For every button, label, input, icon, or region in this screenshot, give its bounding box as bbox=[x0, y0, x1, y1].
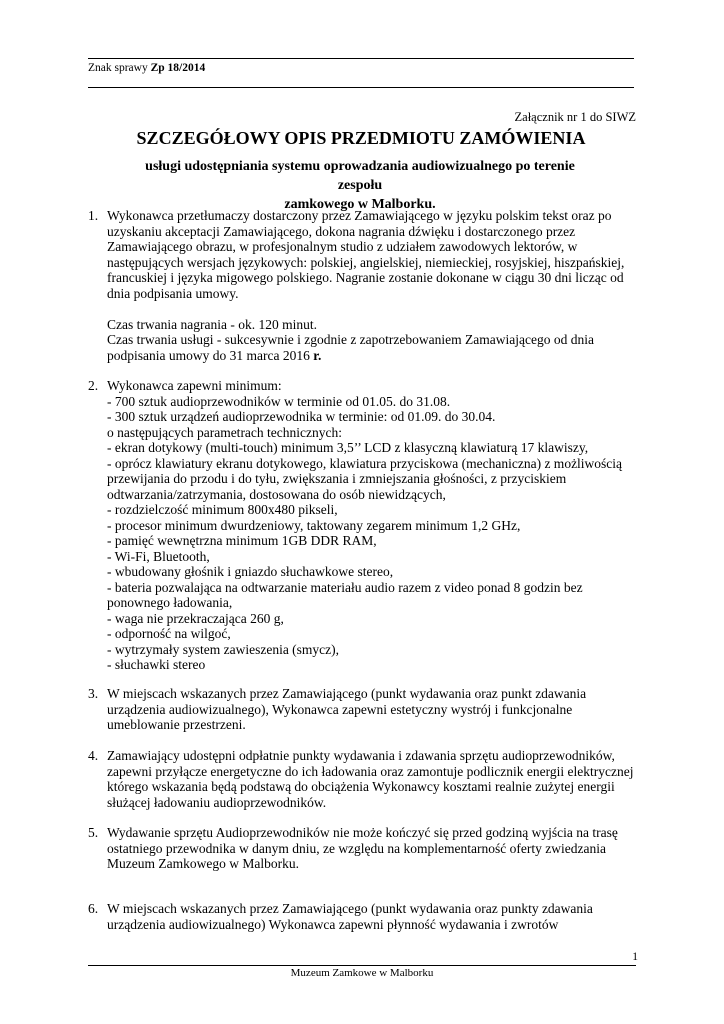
item-line: - waga nie przekraczająca 260 g, bbox=[107, 610, 284, 626]
item-line: urządzenia audiowizualnego), Wykonawca zapewni estetyczny wystrój i funkcjonalne bbox=[107, 701, 573, 717]
item-line: ostatniego przewodnika w danym dniu, ze względu na komplementarność oferty zwiedzania bbox=[107, 840, 606, 856]
case-label: Znak sprawy bbox=[88, 62, 148, 74]
item-line: służącej ładowaniu audioprzewodników. bbox=[107, 794, 327, 810]
item-number: 3. bbox=[88, 686, 99, 701]
page-number: 1 bbox=[632, 951, 638, 963]
item-line: zapewni przyłącze energetyczne do ich ładowania oraz zamontuje podlicznik energii elektrycznej bbox=[107, 763, 634, 779]
list-item bbox=[107, 748, 637, 810]
item-line: Czas trwania nagrania - ok. 120 minut. bbox=[107, 316, 317, 332]
list-item bbox=[107, 686, 637, 733]
item-line: - odporność na wilgoć, bbox=[107, 626, 231, 641]
item-line: ponownego ładowania, bbox=[107, 595, 233, 610]
header-top-rule bbox=[88, 58, 634, 59]
document-subtitle bbox=[130, 157, 590, 214]
item-line: - rozdzielczość minimum 800x480 pikseli, bbox=[107, 502, 338, 517]
item-number: 2. bbox=[88, 378, 99, 393]
item-line: W miejscach wskazanych przez Zamawiającego (punkt wydawania oraz punkt zdawania bbox=[107, 686, 587, 701]
list-item bbox=[107, 901, 637, 932]
item-line: - 700 sztuk audioprzewodników w terminie od 01.05. do 31.08. bbox=[107, 393, 451, 409]
item-line: - wbudowany głośnik i gniazdo słuchawkowe stereo, bbox=[107, 564, 394, 579]
item-line: Czas trwania usługi - sukcesywnie i zgodnie z zapotrzebowaniem Zamawiającego od dnia bbox=[107, 332, 594, 347]
attachment-note: Załącznik nr 1 do SIWZ bbox=[514, 110, 636, 124]
item-line: przewijania do przodu i do tyłu, zwiększania i zmniejszania głośności, z przyciskiem bbox=[107, 471, 567, 486]
item-line-text: podpisania umowy do 31 marca 2016 bbox=[107, 347, 314, 363]
item-line: - oprócz klawiatury ekranu dotykowego, klawiatura przyciskowa (mechaniczna) z możliwością bbox=[107, 455, 623, 471]
item-line: - wytrzymały system zawieszenia (smycz), bbox=[107, 641, 340, 657]
item-line: którego wskazania będą podstawą do obciążenia Wykonawcy kosztami realnie zużytej energii bbox=[107, 779, 615, 794]
item-line: - pamięć wewnętrzna minimum 1GB DDR RAM, bbox=[107, 533, 377, 548]
case-number: Zp 18/2014 bbox=[150, 62, 206, 74]
item-line: Muzeum Zamkowego w Malborku. bbox=[107, 856, 299, 871]
item-line: urządzenia audiowizualnego) Wykonawca zapewni płynność wydawania i zwrotów bbox=[107, 916, 559, 932]
item-line: Wykonawca zapewni minimum: bbox=[107, 378, 282, 393]
item-line: Wydawanie sprzętu Audioprzewodników nie może kończyć się przed godziną wyjścia na trasę bbox=[107, 825, 618, 840]
item-line: Zamawiającego obrazu, w profesjonalnym studio z udziałem zawodowych lektorów, w bbox=[107, 239, 578, 254]
item-line: odtwarzania/zatrzymania, dostosowana do osób niewidzących, bbox=[107, 486, 446, 502]
footer-text: Muzeum Zamkowe w Malborku bbox=[290, 967, 434, 979]
item-line: umeblowanie przestrzeni. bbox=[107, 717, 246, 732]
item-line: następujących wersjach językowych: polskiej, angielskiej, niemieckiej, rosyjskiej, hiszpańskiej, bbox=[107, 254, 625, 270]
item-line: - słuchawki stereo bbox=[107, 657, 206, 672]
header-bottom-rule bbox=[88, 87, 634, 88]
item-line: dnia podpisania umowy. bbox=[107, 285, 239, 301]
list-item bbox=[107, 825, 637, 872]
item-line: W miejscach wskazanych przez Zamawiającego (punkt wydawania oraz punkty zdawania bbox=[107, 901, 593, 916]
item-line: - ekran dotykowy (multi-touch) minimum 3,5’’ LCD z klasyczną klawiaturą 17 klawiszy, bbox=[107, 440, 589, 455]
item-line: Wykonawca przetłumaczy dostarczony przez Zamawiającego w języku polskim tekst oraz po bbox=[107, 208, 612, 223]
list-item bbox=[107, 208, 637, 363]
item-line: - procesor minimum dwurdzeniowy, taktowany zegarem minimum 1,2 GHz, bbox=[107, 517, 521, 533]
item-line-bold: r. bbox=[313, 347, 322, 363]
subtitle-line: zamkowego w Malborku. bbox=[284, 197, 436, 212]
item-line: - 300 sztuk urządzeń audioprzewodnika w terminie: od 01.09. do 30.04. bbox=[107, 409, 496, 424]
list-item bbox=[107, 378, 637, 673]
item-number: 6. bbox=[88, 901, 99, 916]
item-line: - bateria pozwalająca na odtwarzanie materiału audio razem z video ponad 8 godzin bez bbox=[107, 579, 583, 595]
footer-rule bbox=[88, 965, 636, 966]
item-line: uzyskaniu akceptacji Zamawiającego, dokona nagrania dźwięku i dostarczonego przez bbox=[107, 223, 576, 239]
item-line: Zamawiający udostępni odpłatnie punkty wydawania i zdawania sprzętu audioprzewodników, bbox=[107, 748, 615, 763]
document-title: SZCZEGÓŁOWY OPIS PRZEDMIOTU ZAMÓWIENIA bbox=[136, 128, 586, 148]
item-number: 1. bbox=[88, 208, 99, 223]
item-line: francuskiej i języka migowego polskiego. Nagranie zostanie dokonane w ciągu 30 dni licząc od bbox=[107, 270, 624, 285]
item-line: - Wi-Fi, Bluetooth, bbox=[107, 548, 210, 564]
item-number: 5. bbox=[88, 825, 99, 840]
item-line bbox=[107, 348, 637, 364]
case-reference bbox=[88, 62, 205, 74]
subtitle-line: usługi udostępniania systemu oprowadzania audiowizualnego po terenie zespołu bbox=[145, 159, 575, 193]
item-line: o następujących parametrach technicznych: bbox=[107, 424, 343, 440]
item-number: 4. bbox=[88, 748, 99, 763]
